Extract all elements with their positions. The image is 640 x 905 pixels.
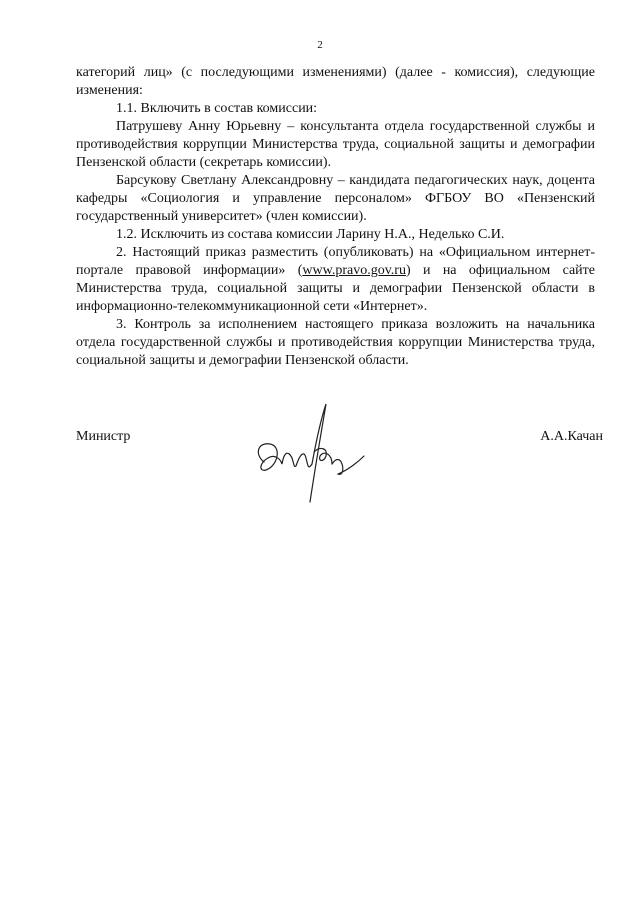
signatory-name: А.А.Качан: [540, 429, 603, 444]
paragraph-intro: категорий лиц» (с последующими изменениями) (далее - комиссия), следующие изменения:: [76, 65, 595, 98]
paragraph-exclude: 1.2. Исключить из состава комиссии Ларину Н.А., Неделько С.И.: [116, 227, 505, 242]
paragraph-barsukova: Барсукову Светлану Александровну – кандидата педагогических наук, доцента кафедры «Социология и управление персоналом» ФГБОУ ВО «Пензенский государственный университет» (член комиссии).: [76, 173, 595, 224]
paragraph-patrusheva: Патрушеву Анну Юрьевну – консультанта отдела государственной службы и противодействия коррупции Министерства труда, социальной защиты и демографии Пензенской области (секретарь комиссии).: [76, 119, 595, 170]
publish-text-after: ) и на официальном сайте Министерства труда, социальной защиты и демографии Пензенской области в информационно-телекоммуникационной сети «Интернет».: [76, 263, 595, 314]
handwritten-signature: [250, 392, 370, 512]
page-number: 2: [317, 39, 323, 51]
paragraph-include-heading: 1.1. Включить в состав комиссии:: [116, 101, 318, 116]
paragraph-publish: [76, 244, 595, 316]
paragraph-control: 3. Контроль за исполнением настоящего приказа возложить на начальника отдела государственной службы и противодействия коррупции Министерства труда, социальной защиты и демографии Пензенской области.: [76, 317, 595, 368]
signatory-title: Министр: [76, 429, 131, 444]
publish-text-before: 2. Настоящий приказ разместить (опубликовать) на «Официальном интернет-портале правовой информации» (: [76, 245, 595, 278]
document-body: [76, 64, 595, 370]
pravo-link[interactable]: www.pravo.gov.ru: [302, 263, 406, 278]
